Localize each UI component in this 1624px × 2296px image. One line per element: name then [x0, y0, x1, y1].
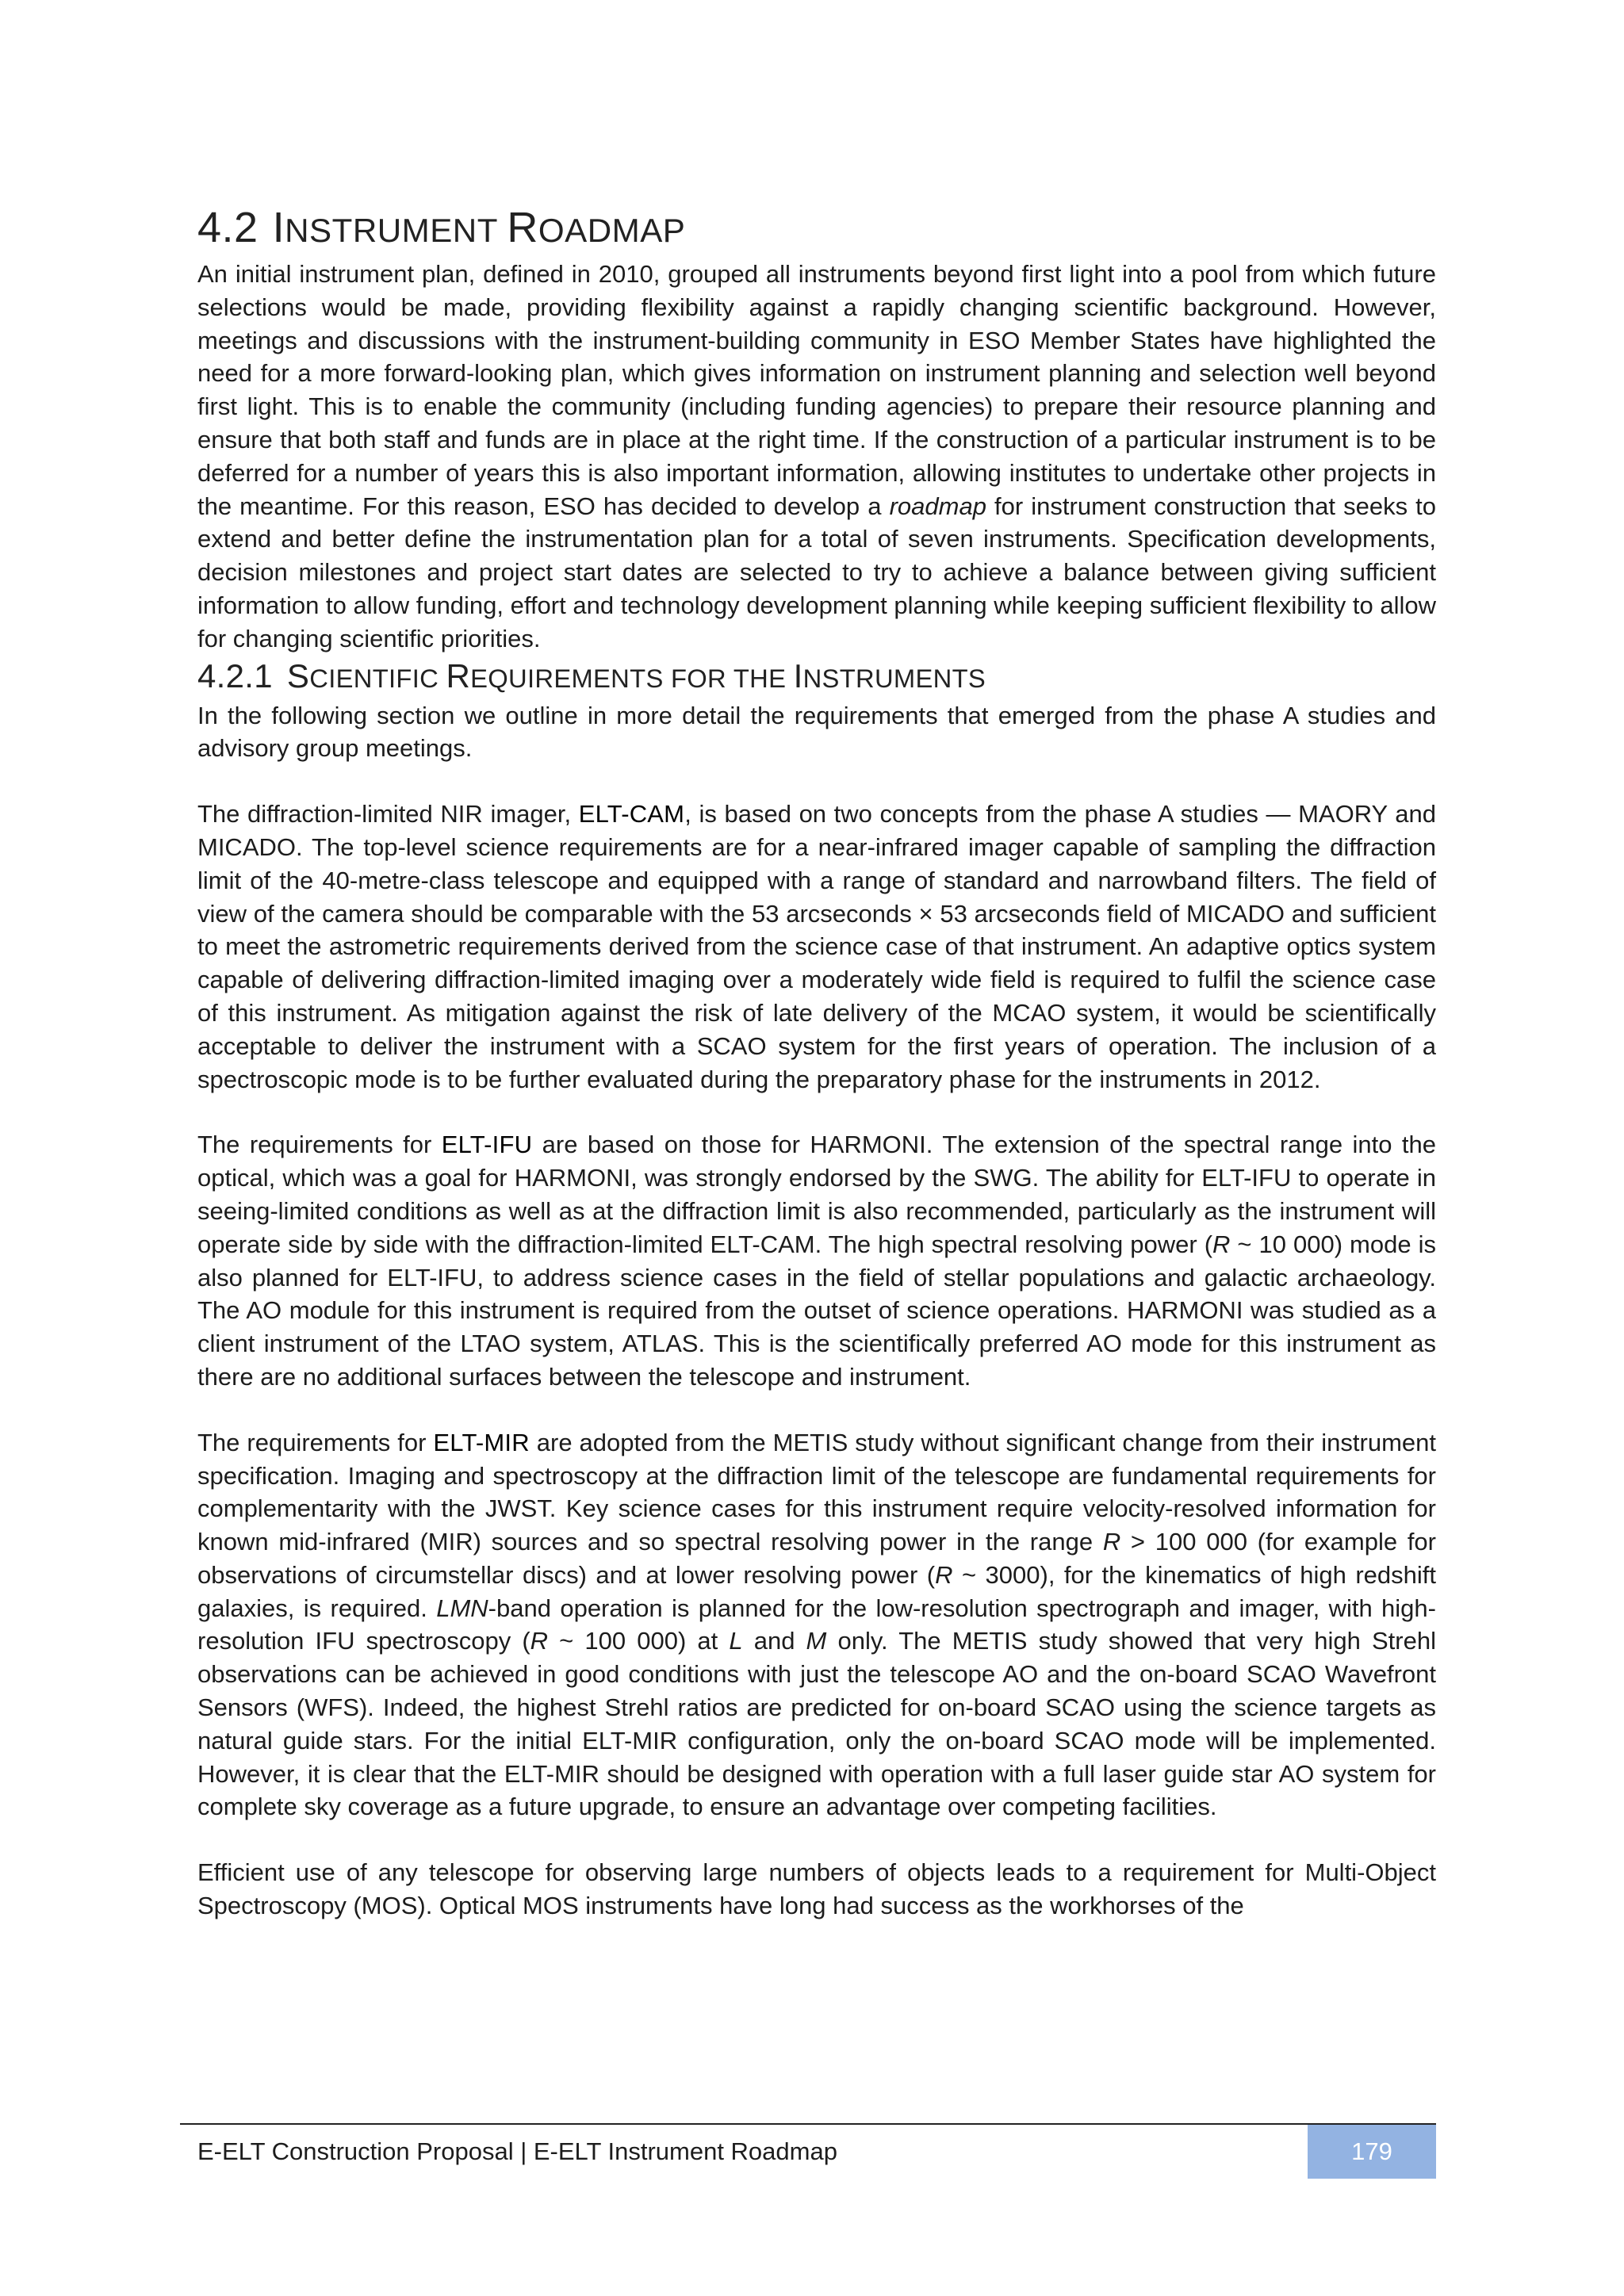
footer-divider	[180, 2123, 1436, 2125]
paragraph-overview: In the following section we outline in more detail the requirements that emerged from the phase A studies and advisory group meetings.	[197, 701, 1436, 763]
subsection-number: 4.2.1	[197, 656, 273, 695]
paragraph-elt-mir	[197, 1426, 1436, 1824]
paragraph-elt-ifu	[197, 1128, 1436, 1393]
section-heading	[197, 202, 1436, 256]
text-run: ~ 3000), for the kinematics of high redshift galaxies, is required.	[197, 1560, 1436, 1622]
text-run: ~ 10 000) mode is also planned for ELT-IFU, to address science cases in the field of stellar populations and galactic archaeology. The AO module for this instrument is required from the outset of science operations. HARMONI was studied as a client instrument of the LTAO system, ATLAS. This is the scientifically preferred AO mode for this instrument as there are no additional surfaces between the telescope and instrument.	[197, 1230, 1436, 1391]
section-title-part: OADMAP	[538, 212, 686, 249]
subsection-title-part: I	[793, 656, 803, 695]
text-run: for instrument construction that seeks to extend and better define the instrumentation plan for a total of seven instruments. Specification developments, decision milestones and project start dates are selected to try to achieve a balance between giving sufficient information to allow funding, effort and technology development planning while keeping sufficient flexibility to allow for changing scientific priorities.	[197, 492, 1437, 652]
paragraph-elt-cam	[197, 798, 1436, 1096]
page-content	[197, 202, 1436, 1923]
subsection-title-part: NSTRUMENTS	[802, 663, 986, 693]
paragraph-mos: Efficient use of any telescope for observing large numbers of objects leads to a requirement for Multi-Object Spectroscopy (MOS). Optical MOS instruments have long had success as the workhorses of the	[197, 1858, 1436, 1920]
section-title-part: R	[507, 204, 538, 251]
text-run: and	[742, 1627, 806, 1655]
symbol-m: M	[806, 1627, 827, 1655]
subsection-title-part: S	[286, 656, 310, 695]
text-run: , is based on two concepts from the phase A studies — MAORY and MICADO. The top-level science requirements are for a near-infrared imager capable of sampling the diffraction limit of the 40-metre-class telescope and equipped with a range of standard and narrowband filters. The field of view of the camera should be comparable with the 53 arcseconds × 53 arcseconds field of MICADO and sufficient to meet the astrometric requirements derived from the science case of that instrument. An adaptive optics system capable of delivering diffraction-limited imaging over a moderately wide field is required to fulfil the science case of this instrument. As mitigation against the risk of late delivery of the MCAO system, it would be scientifically acceptable to deliver the instrument with a SCAO system for the first years of operation. The inclusion of a spectroscopic mode is to be further evaluated during the preparatory phase for the instruments in 2012.	[197, 800, 1437, 1093]
subsection-heading	[197, 656, 1436, 699]
term-elt-cam: ELT-CAM	[578, 800, 685, 828]
text-run: The diffraction-limited NIR imager,	[197, 800, 579, 828]
text-run: ~ 100 000) at	[548, 1627, 730, 1655]
symbol-r: R	[530, 1627, 549, 1655]
subsection-title-part: R	[446, 656, 471, 695]
section-number: 4.2	[197, 204, 259, 251]
term-elt-ifu: ELT-IFU	[441, 1131, 533, 1159]
page-number-badge: 179	[1308, 2125, 1436, 2179]
page-footer	[180, 2123, 1436, 2179]
text-run: The requirements for	[197, 1428, 434, 1456]
intro-paragraph	[197, 258, 1436, 656]
subsection-title-part: CIENTIFIC	[309, 663, 446, 693]
symbol-lmn: LMN	[436, 1594, 488, 1622]
text-run: are adopted from the METIS study without significant change from their instrument specification. Imaging and spectroscopy at the diffraction limit of the telescope are fundamental requirements for complementarity with the JWST. Key science cases for this instrument require velocity-resolved information for known mid-infrared (MIR) sources and so spectral resolving power in the range	[197, 1428, 1436, 1556]
section-title-part: I	[272, 204, 285, 251]
text-run: only. The METIS study showed that very high Strehl observations can be achieved in good conditions with just the telescope AO and the on-board SCAO Wavefront Sensors (WFS). Indeed, the highest Strehl ratios are predicted for on-board SCAO using the science targets as natural guide stars. For the initial ELT-MIR configuration, only the on-board SCAO mode will be implemented. However, it is clear that the ELT-MIR should be designed with operation with a full laser guide star AO system for complete sky coverage as a future upgrade, to ensure an advantage over competing facilities.	[197, 1627, 1436, 1821]
symbol-r: R	[1212, 1230, 1231, 1258]
symbol-r: R	[935, 1560, 953, 1589]
text-run: are based on those for HARMONI. The extension of the spectral range into the optical, which was a goal for HARMONI, was strongly endorsed by the SWG. The ability for ELT-IFU to operate in seeing-limited conditions as well as at the diffraction limit is also recommended, particularly as the instrument will operate side by side with the diffraction-limited ELT-CAM. The high spectral resolving power (	[197, 1131, 1436, 1258]
text-run: > 100 000 (for example for observations of circumstellar discs) and at lower resolving power (	[197, 1528, 1436, 1589]
section-title-part: NSTRUMENT	[285, 212, 508, 249]
term-elt-mir: ELT-MIR	[433, 1428, 530, 1456]
symbol-l: L	[729, 1627, 743, 1655]
footer-title: E-ELT Construction Proposal | E-ELT Instrument Roadmap	[197, 2137, 837, 2165]
text-run: An initial instrument plan, defined in 2010, grouped all instruments beyond first light into a pool from which future selections would be made, providing flexibility against a rapidly changing scientific background. However, meetings and discussions with the instrument-building community in ESO Member States have highlighted the need for a more forward-looking plan, which gives information on instrument planning and selection well beyond first light. This is to enable the community (including funding agencies) to prepare their resource planning and ensure that both staff and funds are in place at the right time. If the construction of a particular instrument is to be deferred for a number of years this is also important information, allowing institutes to undertake other projects in the meantime. For this reason, ESO has decided to develop a	[197, 260, 1436, 520]
subsection-title-part: EQUIREMENTS FOR THE	[470, 663, 794, 693]
text-run: The requirements for	[197, 1131, 442, 1159]
symbol-r: R	[1102, 1528, 1121, 1556]
text-run: -band operation is planned for the low-resolution spectrograph and imager, with high-resolution IFU spectroscopy (	[197, 1594, 1436, 1655]
emphasis-roadmap: roadmap	[889, 492, 986, 520]
